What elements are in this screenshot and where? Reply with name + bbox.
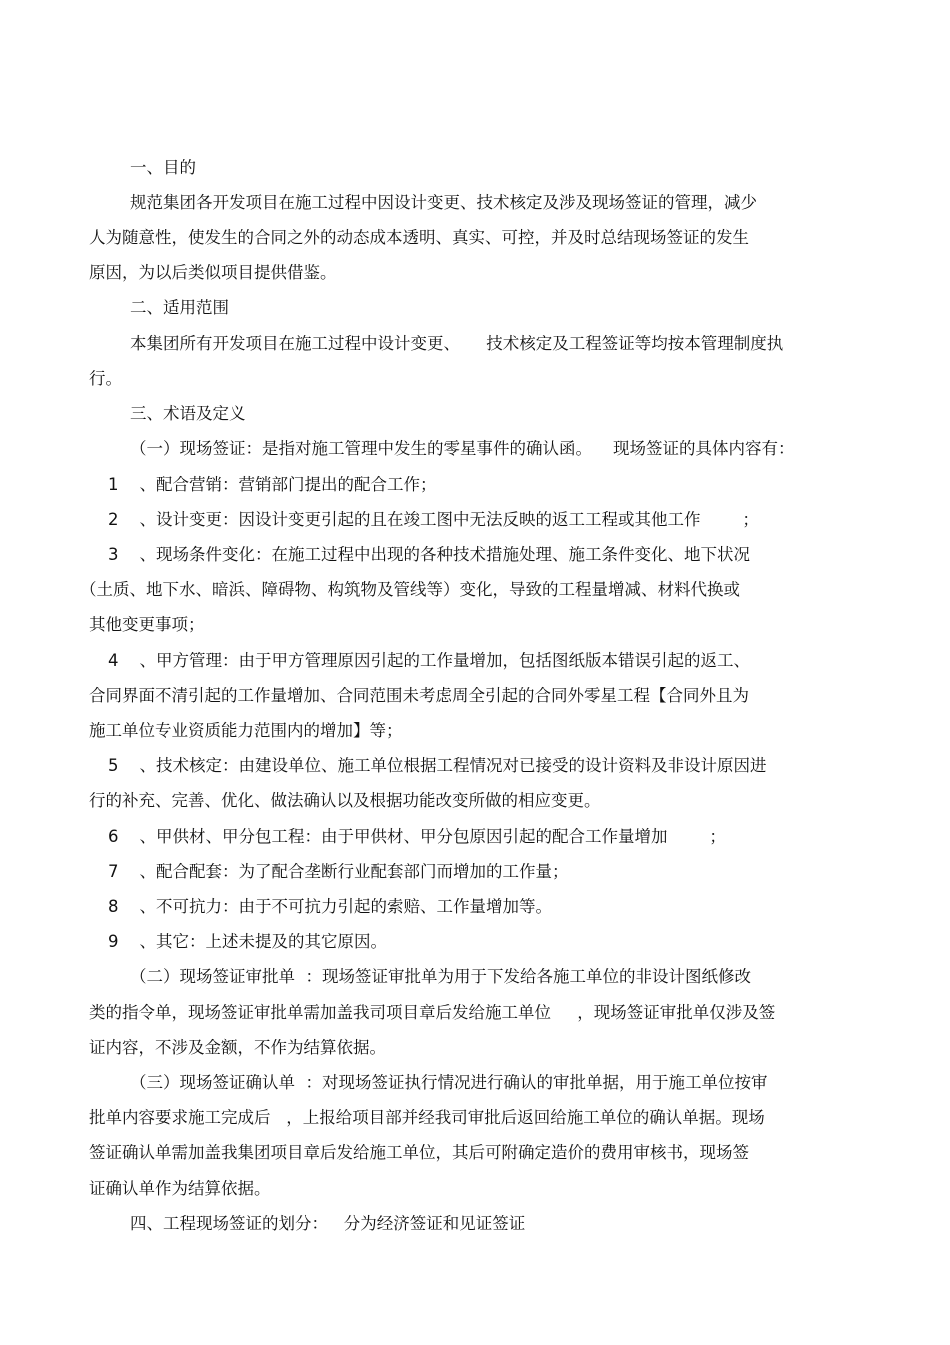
- paragraph-line: （一）现场签证：是指对施工管理中发生的零星事件的确认函。 现场签证的具体内容有：: [130, 439, 795, 458]
- section-heading: 四、工程现场签证的划分： 分为经济签证和见证签证: [130, 1214, 526, 1233]
- paragraph-line: 施工单位专业资质能力范围内的增加】等；: [89, 721, 403, 740]
- paragraph-line: 类的指令单，现场签证审批单需加盖我司项目章后发给施工单位 ，现场签证审批单仅涉及签: [89, 1003, 776, 1022]
- section-heading: 二、适用范围: [130, 298, 229, 317]
- paragraph-line: 规范集团各开发项目在施工过程中因设计变更、技术核定及涉及现场签证的管理，减少: [130, 193, 757, 212]
- list-item: 7 、配合配套：为了配合垄断行业配套部门而增加的工作量；: [108, 862, 569, 881]
- list-item: 5 、技术核定：由建设单位、施工单位根据工程情况对已接受的设计资料及非设计原因进: [108, 756, 767, 775]
- list-item: 2 、设计变更：因设计变更引起的且在竣工图中无法反映的返工工程或其他工作 ；: [108, 510, 759, 529]
- paragraph-line: （土质、地下水、暗浜、障碍物、构筑物及管线等）变化，导致的工程量增减、材料代换或: [80, 580, 740, 599]
- paragraph-line: 合同界面不清引起的工作量增加、合同范围未考虑周全引起的合同外零星工程【合同外且为: [89, 686, 749, 705]
- paragraph-line: 本集团所有开发项目在施工过程中设计变更、 技术核定及工程签证等均按本管理制度执: [130, 334, 784, 353]
- paragraph-line: （二）现场签证审批单 ：现场签证审批单为用于下发给各施工单位的非设计图纸修改: [130, 967, 751, 986]
- paragraph-line: 签证确认单需加盖我集团项目章后发给施工单位，其后可附确定造价的费用审核书，现场签: [89, 1143, 749, 1162]
- list-item: 9 、其它：上述未提及的其它原因。: [108, 932, 387, 951]
- list-item: 4 、甲方管理：由于甲方管理原因引起的工作量增加，包括图纸版本错误引起的返工、: [108, 651, 750, 670]
- list-item: 8 、不可抗力：由于不可抗力引起的索赔、工作量增加等。: [108, 897, 552, 916]
- list-item: 3 、现场条件变化：在施工过程中出现的各种技术措施处理、施工条件变化、地下状况: [108, 545, 750, 564]
- section-heading: 三、术语及定义: [130, 404, 246, 423]
- paragraph-line: 原因，为以后类似项目提供借鉴。: [89, 263, 337, 282]
- paragraph-line: 人为随意性，使发生的合同之外的动态成本透明、真实、可控，并及时总结现场签证的发生: [89, 228, 749, 247]
- paragraph-line: （三）现场签证确认单 ：对现场签证执行情况进行确认的审批单据，用于施工单位按审: [130, 1073, 768, 1092]
- paragraph-line: 行。: [89, 369, 122, 388]
- paragraph-line: 证确认单作为结算依据。: [89, 1179, 271, 1198]
- paragraph-line: 其他变更事项；: [89, 615, 205, 634]
- list-item: 6 、甲供材、甲分包工程：由于甲供材、甲分包原因引起的配合工作量增加 ；: [108, 827, 726, 846]
- section-heading: 一、目的: [130, 158, 196, 177]
- paragraph-line: 行的补充、完善、优化、做法确认以及根据功能改变所做的相应变更。: [89, 791, 601, 810]
- list-item: 1 、配合营销：营销部门提出的配合工作；: [108, 475, 437, 494]
- paragraph-line: 证内容，不涉及金额，不作为结算依据。: [89, 1038, 386, 1057]
- paragraph-line: 批单内容要求施工完成后 ，上报给项目部并经我司审批后返回给施工单位的确认单据。现场: [89, 1108, 765, 1127]
